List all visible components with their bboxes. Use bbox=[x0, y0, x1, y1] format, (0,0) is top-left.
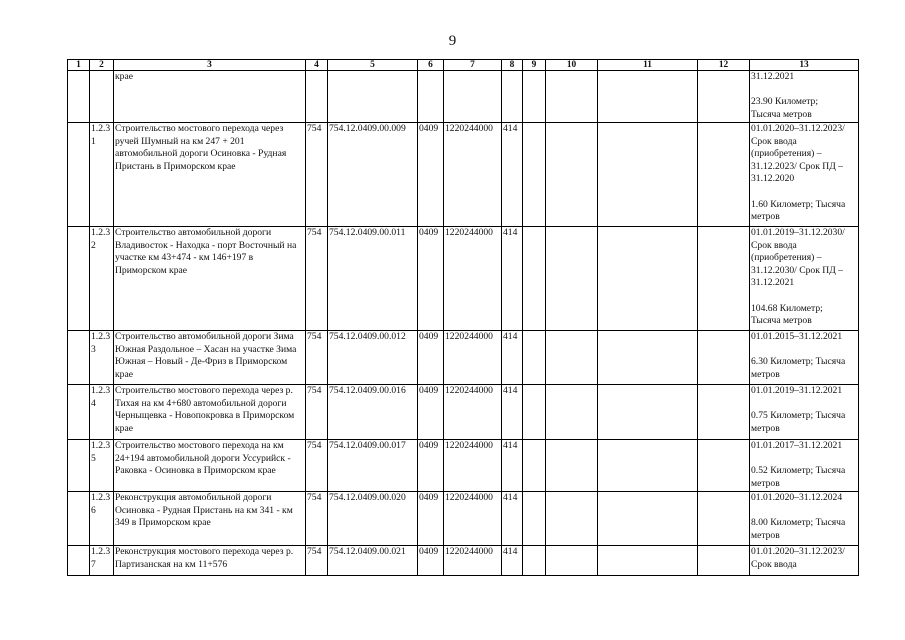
cell-col7: 1220244000 bbox=[444, 227, 502, 331]
cell-col13: 01.01.2020–31.12.2024 8.00 Километр; Тысяча метров bbox=[750, 492, 859, 546]
cell-name: Строительство автомобильной дороги Зима Южная Раздольное – Хасан на участке Зима Южная – Новый - Де-Фриз в Приморском крае bbox=[114, 331, 306, 385]
cell-code: 1.2.3 4 bbox=[90, 385, 114, 440]
cell-col1 bbox=[68, 492, 90, 546]
cell-col9 bbox=[523, 385, 546, 440]
cell-col1 bbox=[68, 331, 90, 385]
cell-col4: 754 bbox=[306, 331, 328, 385]
cell-col9 bbox=[523, 546, 546, 576]
table-row bbox=[68, 546, 859, 576]
cell-col9 bbox=[523, 71, 546, 123]
cell-col8: 414 bbox=[502, 227, 523, 331]
column-header: 7 bbox=[444, 60, 502, 71]
column-header: 13 bbox=[750, 60, 859, 71]
cell-code: 1.2.3 3 bbox=[90, 331, 114, 385]
cell-col8: 414 bbox=[502, 331, 523, 385]
cell-col6: 0409 bbox=[418, 331, 444, 385]
cell-col4: 754 bbox=[306, 440, 328, 492]
cell-col13: 01.01.2017–31.12.2021 0.52 Километр; Тысяча метров bbox=[750, 440, 859, 492]
cell-col7: 1220244000 bbox=[444, 546, 502, 576]
column-header: 5 bbox=[328, 60, 418, 71]
cell-code: 1.2.3 5 bbox=[90, 440, 114, 492]
cell-col1 bbox=[68, 227, 90, 331]
table-row bbox=[68, 331, 859, 385]
cell-name: крае bbox=[114, 71, 306, 123]
page-number: 9 bbox=[448, 33, 457, 49]
cell-col1 bbox=[68, 123, 90, 227]
cell-col6 bbox=[418, 71, 444, 123]
cell-col12 bbox=[698, 546, 750, 576]
cell-col7: 1220244000 bbox=[444, 492, 502, 546]
column-header: 8 bbox=[502, 60, 523, 71]
cell-col5: 754.12.0409.00.016 bbox=[328, 385, 418, 440]
cell-col5: 754.12.0409.00.020 bbox=[328, 492, 418, 546]
cell-col10 bbox=[546, 546, 598, 576]
cell-col11 bbox=[598, 440, 698, 492]
column-header: 4 bbox=[306, 60, 328, 71]
cell-code bbox=[90, 71, 114, 123]
cell-col4: 754 bbox=[306, 123, 328, 227]
cell-col13: 01.01.2019–31.12.2021 0.75 Километр; Тысяча метров bbox=[750, 385, 859, 440]
cell-col10 bbox=[546, 492, 598, 546]
column-header: 9 bbox=[523, 60, 546, 71]
cell-col7 bbox=[444, 71, 502, 123]
cell-code: 1.2.3 6 bbox=[90, 492, 114, 546]
cell-col8: 414 bbox=[502, 546, 523, 576]
cell-col11 bbox=[598, 492, 698, 546]
cell-col9 bbox=[523, 331, 546, 385]
cell-col1 bbox=[68, 440, 90, 492]
cell-col6: 0409 bbox=[418, 546, 444, 576]
column-header: 11 bbox=[598, 60, 698, 71]
table-row bbox=[68, 71, 859, 123]
cell-col10 bbox=[546, 440, 598, 492]
data-table bbox=[67, 59, 859, 576]
column-header: 10 bbox=[546, 60, 598, 71]
cell-col4: 754 bbox=[306, 227, 328, 331]
column-header: 3 bbox=[114, 60, 306, 71]
cell-col8: 414 bbox=[502, 385, 523, 440]
header-row bbox=[68, 60, 859, 71]
cell-col11 bbox=[598, 331, 698, 385]
cell-col9 bbox=[523, 227, 546, 331]
cell-col7: 1220244000 bbox=[444, 440, 502, 492]
table-row bbox=[68, 123, 859, 227]
cell-name: Строительство мостового перехода через ручей Шумный на км 247 + 201 автомобильной дороги Осиновка - Рудная Пристань в Приморском крае bbox=[114, 123, 306, 227]
cell-code: 1.2.3 2 bbox=[90, 227, 114, 331]
column-header: 1 bbox=[68, 60, 90, 71]
cell-col12 bbox=[698, 492, 750, 546]
cell-col4: 754 bbox=[306, 492, 328, 546]
cell-col13: 01.01.2019–31.12.2030/ Срок ввода (приобретения) – 31.12.2030/ Срок ПД – 31.12.2021 104.68 Километр; Тысяча метров bbox=[750, 227, 859, 331]
cell-name: Реконструкция мостового перехода через р. Партизанская на км 11+576 bbox=[114, 546, 306, 576]
cell-col5: 754.12.0409.00.009 bbox=[328, 123, 418, 227]
cell-col5: 754.12.0409.00.011 bbox=[328, 227, 418, 331]
cell-col5: 754.12.0409.00.012 bbox=[328, 331, 418, 385]
cell-col10 bbox=[546, 331, 598, 385]
cell-col8: 414 bbox=[502, 440, 523, 492]
table-row bbox=[68, 440, 859, 492]
cell-col4: 754 bbox=[306, 385, 328, 440]
cell-col13: 01.01.2020–31.12.2023/ Срок ввода (приобретения) – 31.12.2023/ Срок ПД – 31.12.2020 1.60 Километр; Тысяча метров bbox=[750, 123, 859, 227]
cell-col6: 0409 bbox=[418, 492, 444, 546]
cell-col6: 0409 bbox=[418, 385, 444, 440]
cell-col6: 0409 bbox=[418, 440, 444, 492]
cell-col8: 414 bbox=[502, 492, 523, 546]
cell-col1 bbox=[68, 385, 90, 440]
column-header: 2 bbox=[90, 60, 114, 71]
cell-col7: 1220244000 bbox=[444, 331, 502, 385]
column-header: 12 bbox=[698, 60, 750, 71]
cell-name: Строительство мостового перехода на км 24+194 автомобильной дороги Уссурийск - Раковка - Осиновка в Приморском крае bbox=[114, 440, 306, 492]
cell-col12 bbox=[698, 331, 750, 385]
table-row bbox=[68, 385, 859, 440]
cell-col12 bbox=[698, 385, 750, 440]
cell-col5: 754.12.0409.00.017 bbox=[328, 440, 418, 492]
cell-col11 bbox=[598, 227, 698, 331]
cell-col6: 0409 bbox=[418, 227, 444, 331]
cell-col7: 1220244000 bbox=[444, 385, 502, 440]
cell-col12 bbox=[698, 71, 750, 123]
table-row bbox=[68, 492, 859, 546]
cell-col12 bbox=[698, 227, 750, 331]
cell-col1 bbox=[68, 546, 90, 576]
cell-col1 bbox=[68, 71, 90, 123]
cell-col11 bbox=[598, 71, 698, 123]
cell-name: Строительство мостового перехода через р. Тихая на км 4+680 автомобильной дороги Черныщевка - Новопокровка в Приморском крае bbox=[114, 385, 306, 440]
cell-col4 bbox=[306, 71, 328, 123]
cell-code: 1.2.3 7 bbox=[90, 546, 114, 576]
cell-col10 bbox=[546, 227, 598, 331]
cell-col10 bbox=[546, 71, 598, 123]
cell-col4: 754 bbox=[306, 546, 328, 576]
cell-col13: 01.01.2015–31.12.2021 6.30 Километр; Тысяча метров bbox=[750, 331, 859, 385]
cell-col8: 414 bbox=[502, 123, 523, 227]
cell-col9 bbox=[523, 440, 546, 492]
cell-col12 bbox=[698, 123, 750, 227]
cell-col9 bbox=[523, 492, 546, 546]
cell-col10 bbox=[546, 123, 598, 227]
table-row bbox=[68, 227, 859, 331]
cell-col8 bbox=[502, 71, 523, 123]
column-header: 6 bbox=[418, 60, 444, 71]
cell-col5: 754.12.0409.00.021 bbox=[328, 546, 418, 576]
cell-col5 bbox=[328, 71, 418, 123]
cell-col12 bbox=[698, 440, 750, 492]
cell-col9 bbox=[523, 123, 546, 227]
cell-col13: 01.01.2020–31.12.2023/ Срок ввода bbox=[750, 546, 859, 576]
cell-col7: 1220244000 bbox=[444, 123, 502, 227]
cell-col11 bbox=[598, 385, 698, 440]
cell-name: Реконструкция автомобильной дороги Осиновка - Рудная Пристань на км 341 - км 349 в Приморском крае bbox=[114, 492, 306, 546]
cell-col11 bbox=[598, 123, 698, 227]
cell-name: Строительство автомобильной дороги Владивосток - Находка - порт Восточный на участке км 43+474 - км 146+197 в Приморском крае bbox=[114, 227, 306, 331]
cell-col13: 31.12.2021 23.90 Километр; Тысяча метров bbox=[750, 71, 859, 123]
cell-col6: 0409 bbox=[418, 123, 444, 227]
cell-col11 bbox=[598, 546, 698, 576]
cell-col10 bbox=[546, 385, 598, 440]
cell-code: 1.2.3 1 bbox=[90, 123, 114, 227]
